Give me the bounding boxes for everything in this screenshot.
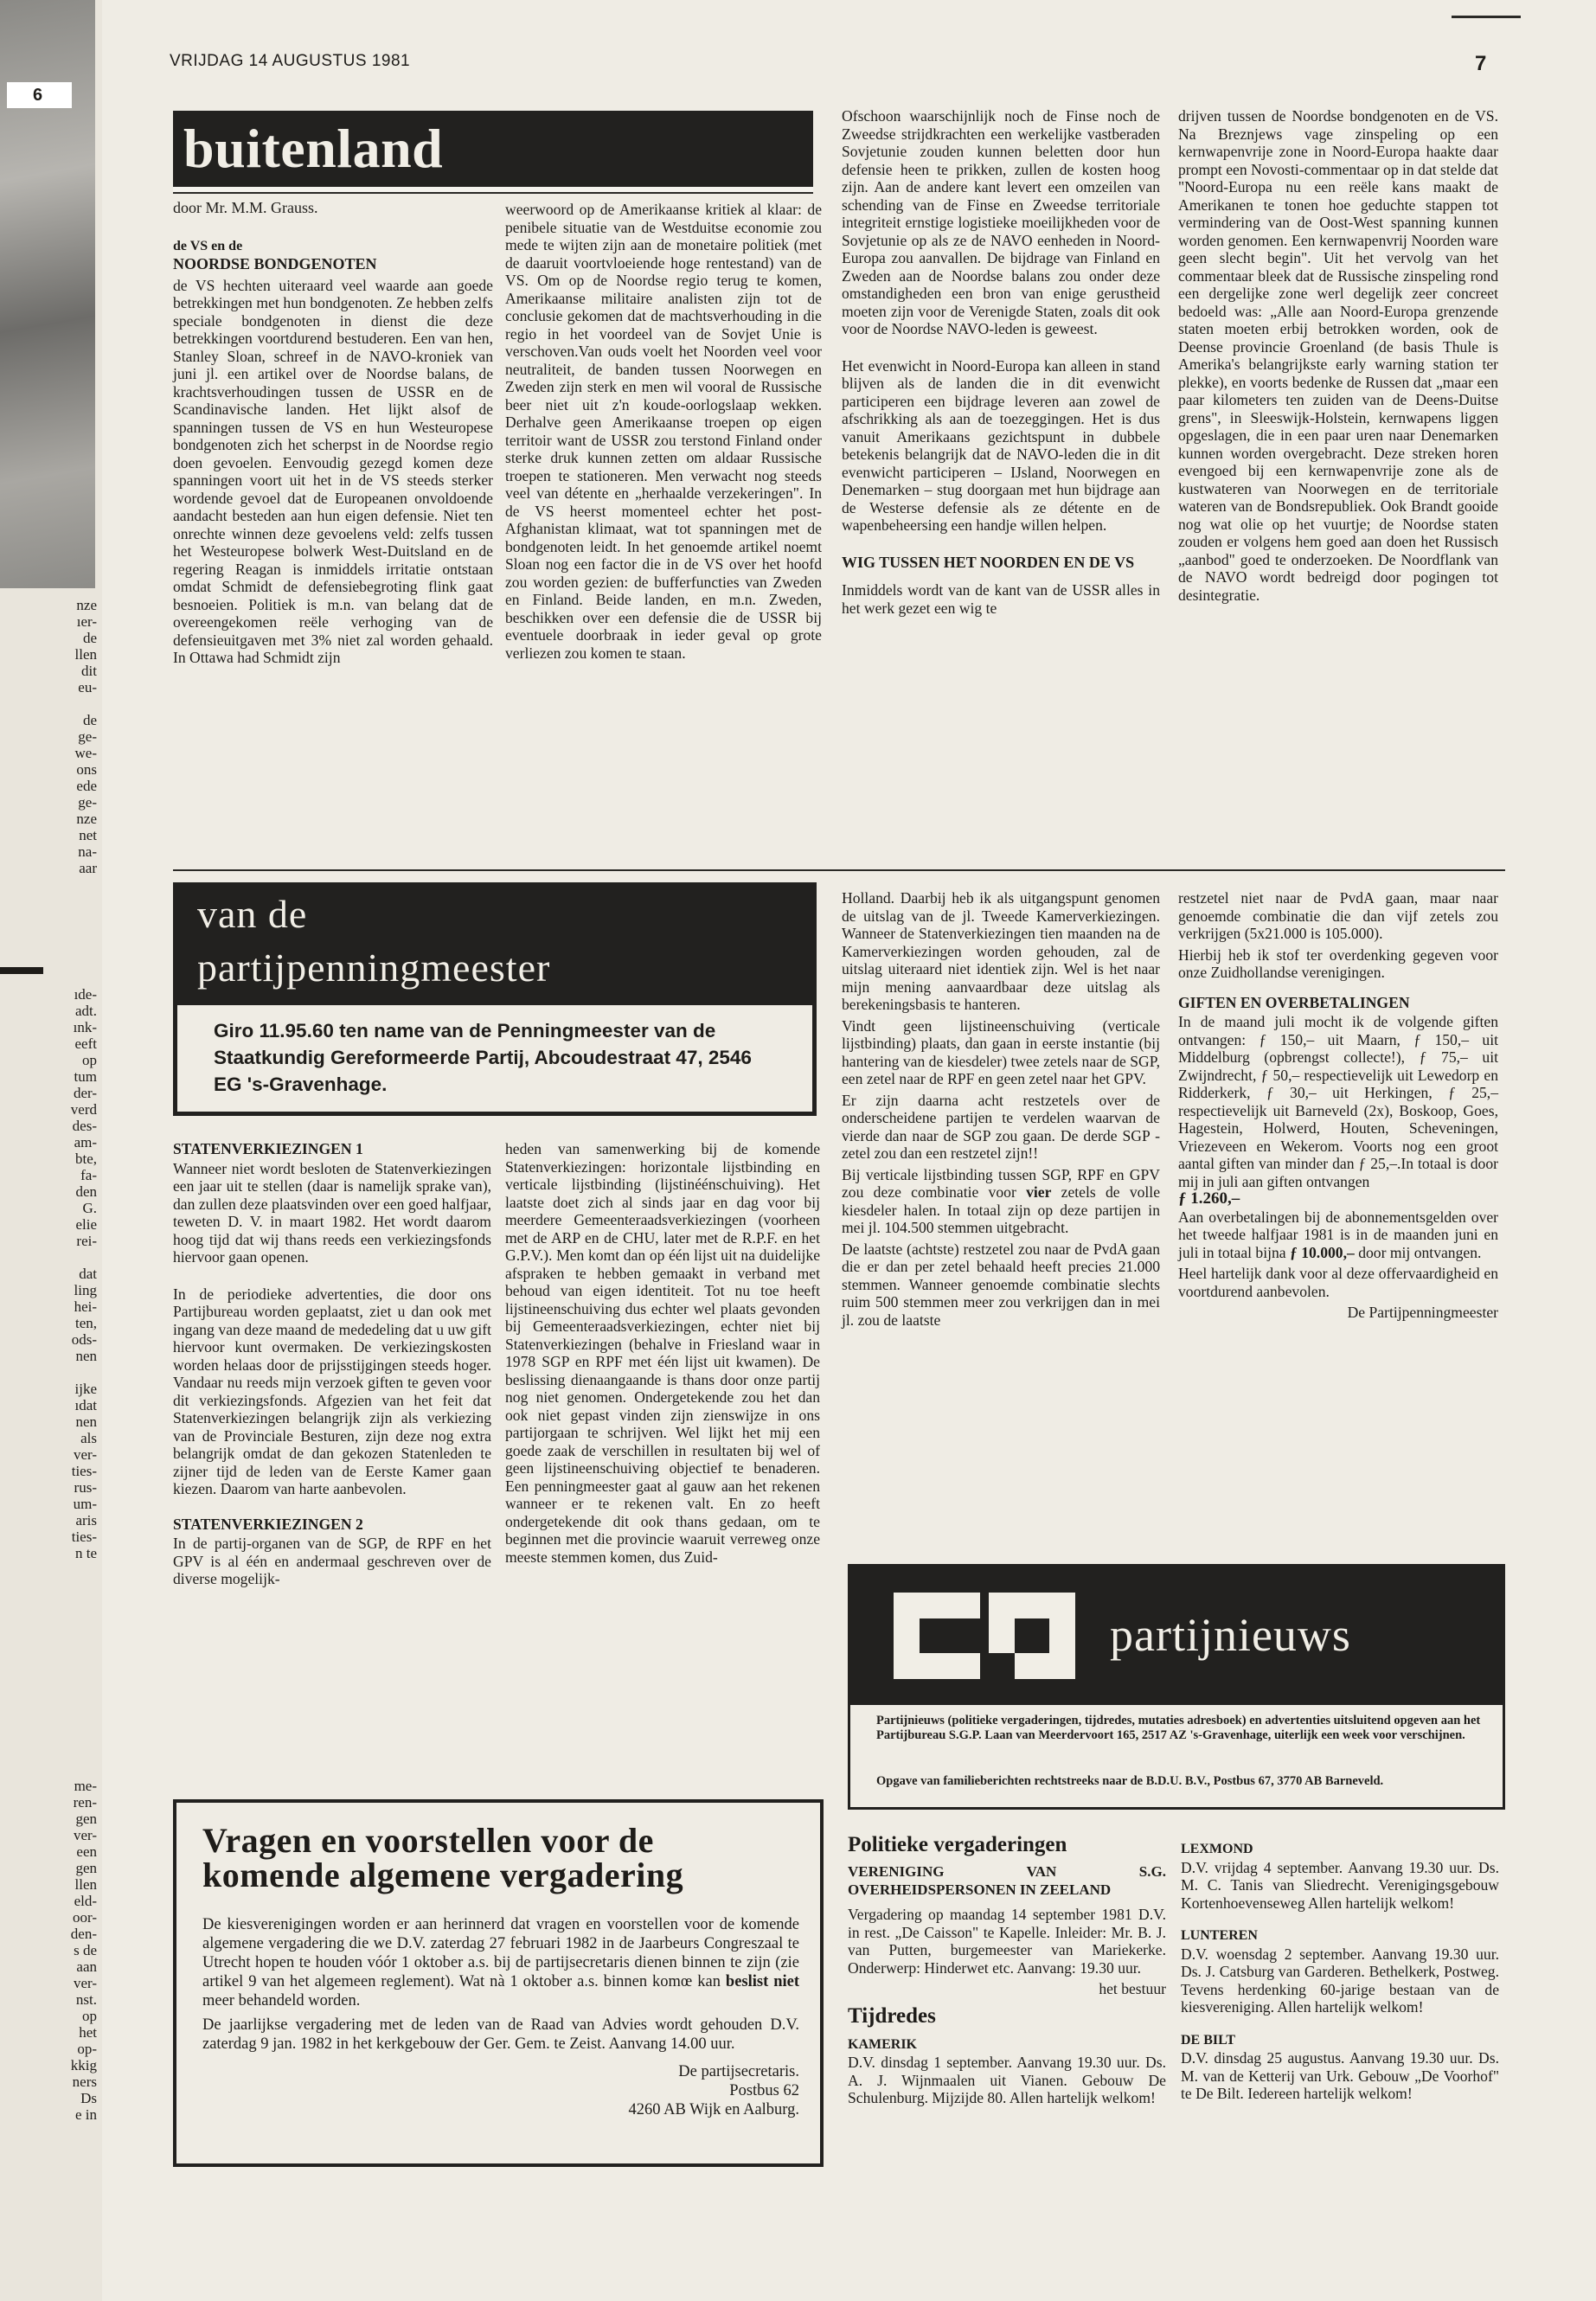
page-number: 7: [1475, 52, 1487, 75]
debilt-heading: DE BILT: [1181, 2032, 1235, 2048]
buitenland-title: buitenland: [183, 118, 444, 179]
left-page-fragments-top: nze ıer- de llen dit eu- de ge- we- ons ede ge- nze net na- aar: [74, 597, 97, 876]
vergaderingen-column-right: [1181, 1841, 1499, 2106]
buitenland-column-4: [1178, 107, 1498, 607]
buitenland-kicker: de VS en de: [173, 238, 243, 253]
buitenland-column-2: [505, 201, 822, 665]
buitenland-text-3a: Ofschoon waarschijnlijk noch de Finse noch de Zweedse strijdkrachten een werkelijke vastberaden Sovjetunie zouden kunnen beletten door hun defensie heen te prikken, zullen de kosten hoog zijn. Aan de andere kant levert een omzeilen van schending van de Finse en Zweedse territoriale integriteit ernstige logistieke moeilijkheden voor de Sovjetunie op als ze de NAVO eenheden in Noord-Europa zou aanvallen. De bijdrage van Finland en Zweden aan de Noordse balans zou onder deze omstandigheden een bron van enige gerustheid moeten zijn voor de Verenigde Staten, zoals dit ook voor de Noordse NAVO-leden is geweest.: [842, 107, 1160, 337]
penningmeester-text-4c: In de maand juli mocht ik de volgende giften ontvangen: ƒ 150,– uit Maarn, ƒ 150,– uit Middelburg (opbrengst collecte!), ƒ 75,– uit Zwijndrecht, ƒ 50,– respectievelijk uit Lewedorp en Ridderkerk, ƒ 30,– uit Herkingen, ƒ 25,– respectievelijk uit Barneveld (2x), Boskoop, Goes, Hagestein, Holwerd, Houten, Scheveningen, Vriezeveen en Wekerom. Voorts nog een groot aantal giften van minder dan ƒ 25,–.In totaal is door mij in juli aan giften ontvangen: [1178, 1013, 1498, 1190]
page-date: VRIJDAG 14 AUGUSTUS 1981: [170, 52, 411, 70]
buitenland-subheading: WIG TUSSEN HET NOORDEN EN DE VS: [842, 553, 1135, 571]
vragen-text-1: De kiesverenigingen worden er aan herinnerd dat vragen en voorstellen voor de komende algemene vergadering die we D.V. zaterdag 27 februari 1982 in de Jaarbeurs Congreszaal te Utrecht hopen te houden vóór 1 oktober a.s. bij de partijsecretaris dienen binnen te zijn (zie artikel 9 van het algemeen reglement). Wat nà 1 oktober a.s. binnen komœ kan beslist niet meer behandeld worden.: [202, 1916, 800, 2009]
vergaderingen-org: VERENIGING VAN S.G. OVERHEIDSPERSONEN IN ZEELAND: [848, 1863, 1166, 1898]
partijnieuws-banner: [850, 1567, 1503, 1705]
vergaderingen-column-left: [848, 1832, 1166, 2111]
vragen-body: [202, 1915, 799, 2119]
lexmond-heading: LEXMOND: [1181, 1842, 1253, 1856]
top-right-mark: [1452, 16, 1521, 18]
penningmeester-column-4: [1178, 889, 1498, 1322]
penningmeester-column-3: [842, 889, 1160, 1332]
sgp-logo-icon: [885, 1580, 1084, 1692]
buitenland-text-3c: Inmiddels wordt van de kant van de USSR alles in het werk gezet een wig te: [842, 581, 1160, 617]
lunteren-heading: LUNTEREN: [1181, 1928, 1258, 1943]
buitenland-text-3b: Het evenwicht in Noord-Europa kan alleen in stand blijven als de landen die in dit evenwicht participeren een bijdrage leveren aan zowel de afschrikking als aan de toezeggingen. Het is dus vanuit Amerikaans gezichtspunt in dubbele betekenis belangrijk dat de NAVO-leden die in dit evenwicht participeren – IJsland, Noorwegen en Denemarken – stug doorgaan met hun bijdrage aan de Westerse defensie als ze détente en de wapenbeheersing een handje willen helpen.: [842, 356, 1160, 534]
vragen-box: [173, 1799, 824, 2167]
buitenland-banner-rule: [173, 187, 813, 194]
debilt-text: D.V. dinsdag 25 augustus. Aanvang 19.30 uur. Ds. M. van de Ketterij van Urk. Gebouw „De Voorhof" te De Bilt. Iedereen hartelijk welkom!: [1181, 2049, 1499, 2102]
penningmeester-text-3a: Holland. Daarbij heb ik als uitgangspunt genomen de uitslag van de jl. Tweede Kamerverkiezingen. Wanneer de Statenverkiezingen tien maanden na de Kamerverkiezingen worden gehouden, zal de uitslag uiteraard niet identiek zijn. Wel is het naar mijn mening aanvaardbaar deze uitslag als berekeningsbasis te hanteren.: [842, 889, 1160, 1013]
giro-text: Giro 11.95.60 ten name van de Penningmeester van de Staatkundig Gereformeerde Partij, Abcoudestraat 47, 2546 EG 's-Gravenhage.: [214, 1020, 752, 1095]
partijnieuws-note-1: Partijnieuws (politieke vergaderingen, tijdredes, mutaties adresboek) en advertenties uitsluitend opgeven aan het Partijbureau S.G.P. Laan van Meerdervoort 165, 2517 AZ 's-Gravenhage, uiterlijk een week voor verschijnen.: [876, 1714, 1481, 1742]
left-page-edge: [0, 0, 102, 2301]
penningmeester-text-4d: Aan overbetalingen bij de abonnementsgelden over het tweede halfjaar 1981 is in de maanden juni en juli in totaal bijna ƒ 10.000,– door mij ontvangen.: [1178, 1208, 1498, 1261]
partijnieuws-title: partijnieuws: [1110, 1609, 1351, 1661]
statenverkiezingen-1-heading: STATENVERKIEZINGEN 1: [173, 1140, 363, 1157]
penningmeester-text-3d: Bij verticale lijstbinding tussen SGP, RPF en GPV zou deze combinatie voor vier zetels de volle kiesdeler halen. In totaal zijn op deze partijen in mei jl. 104.500 stemmen uitgebracht.: [842, 1165, 1160, 1236]
vragen-signature-2: Postbus 62: [729, 2082, 799, 2099]
penningmeester-title-line2: partijpenningmeester: [197, 945, 551, 990]
left-page-rule: [0, 967, 43, 974]
section-divider: [173, 869, 1505, 871]
penningmeester-column-1: [173, 1140, 491, 1592]
giro-box: [173, 1005, 817, 1116]
vergaderingen-sign: het bestuur: [1099, 1980, 1166, 1997]
penningmeester-text-2: heden van samenwerking bij de komende Statenverkiezingen: horizontale lijstbinding en verticale lijstbinding (lijstinéénschuiving). Het laatste doet zich al sinds jaar en dag voor bij meerdere Gemeenteraadsverkiezingen (voorheen met de ARP en de CHU, later met de R.P.F. en het G.P.V.). Men komt dan op één lijst uit na duidelijke afspraken te hebben gemaakt in verband met behoud van eigen identiteit. Tot nu toe heeft lijstineenschuiving dus echter wel plaats gevonden bij Gemeenteraadsverkiezingen, echter niet bij Statenverkiezingen (behalve in Friesland waar in 1978 SGP en RPF met één lijst uit kwamen). De beslissing dienaangaande is thans door onze partij nog niet genomen. Ondergetekende zou het dan ook niet gepast vinden zijn zienswijze in ons partijorgaan te schrijven. Wel lijkt het mij een goede zaak de verschillen in resultaten bij wel of geen lijstineenschuiving objectief te benaderen. Een penningmeester gaat al gauw aan het rekenen wanneer er te rekenen valt. En zo heeft ondergetekende dit ook thans gedaan, om te beginnen met die provincie waaruit verreweg onze meeste stemmen komen, dus Zuid-: [505, 1140, 820, 1566]
vergaderingen-title: Politieke vergaderingen: [848, 1833, 1067, 1856]
penningmeester-banner: [173, 882, 817, 1005]
partijnieuws-note-2: Opgave van familieberichten rechtstreeks naar de B.D.U. B.V., Postbus 67, 3770 AB Barneveld.: [876, 1774, 1384, 1788]
penningmeester-text-4e: Heel hartelijk dank voor al deze offervaardigheid en voortdurend aanbevolen.: [1178, 1265, 1498, 1300]
tijdredes-title: Tijdredes: [848, 2003, 936, 2028]
lexmond-text: D.V. vrijdag 4 september. Aanvang 19.30 uur. Ds. M. C. Tanis van Sliedrecht. Verenigingsgebouw Kortenhoevenseweg Allen hartelijk welkom!: [1181, 1858, 1499, 1912]
penningmeester-signature: De Partijpenningmeester: [1347, 1304, 1498, 1321]
buitenland-column-1: [173, 199, 493, 670]
left-page-number: 6: [7, 82, 72, 108]
buitenland-column-3: [842, 107, 1160, 620]
penningmeester-title-line1: van de: [197, 892, 308, 936]
partijnieuws-box: [848, 1564, 1505, 1810]
kamerik-heading: KAMERIK: [848, 2036, 917, 2052]
vragen-signature-1: De partijsecretaris.: [678, 2063, 799, 2080]
statenverkiezingen-2-heading: STATENVERKIEZINGEN 2: [173, 1515, 363, 1533]
penningmeester-column-2: [505, 1140, 820, 1569]
buitenland-byline: door Mr. M.M. Grauss.: [173, 199, 318, 216]
penningmeester-text-1c: In de partij-organen van de SGP, de RPF en het GPV is al één en andermaal geschreven over de diverse mogelijk-: [173, 1535, 491, 1587]
buitenland-text-2: weerwoord op de Amerikaanse kritiek al klaar: de penibele situatie van de Westduitse economie zou mede te wijten zijn aan de monetaire politiek (met de daaruit voortvloeiende hoge rentestand) van de VS. Om op de Noordse regio terug te komen, Amerikaanse militaire analisten zijn tot de conclusie gekomen dat de machtsverhouding in die regio in het voordeel van de Sovjet Unie is verschoven.Van ouds voelt het Noorden veel voor neutraliteit, de banden tussen Noorwegen en Zweden zijn sterk en men wil vooral de Russische beer niet uit z'n koude-oorlogslaap wekken. Derhalve geen Amerikaanse troepen op eigen territoir want de USSR zou terstond Finland onder sterke druk kunnen zetten om aldaar Russische troepen te stationeren. Men verwacht nog steeds veel van détente en „herhaalde verzekeringen". In de VS heerst momenteel echter het post-Afghanistan klimaat, wat tot spanningen met de bondgenoten leidt. In het genoemde artikel noemt Sloan nog een factor die in de VS over het hoofd zou worden gezien: de bufferfuncties van Zweden en Finland. Beide landen, en m.n. Zweden, beschikken over een defensie die de USSR bij eventuele doorbraak in ieder geval op grote verliezen zou komen te staan.: [505, 201, 822, 662]
penningmeester-text-1a: Wanneer niet wordt besloten de Statenverkiezingen een jaar uit te stellen (daar is namelijk sprake van), dan zullen deze plaatsvinden over een goed halfjaar, teweten D. V. in maart 1982. Het wordt daarom hoog tijd dat wij thans reeds een verkiezingsfonds hiervoor gaan openen.: [173, 1159, 491, 1266]
vergaderingen-text: Vergadering op maandag 14 september 1981 D.V. in rest. „De Caisson" te Kapelle. Inleider: Mr. B. J. van Putten, burgemeester van Mariekerke. Onderwerp: Hinderwet etc. Aanvang: 19.30 uur.: [848, 1906, 1166, 1977]
newspaper-page: [102, 0, 1596, 2301]
vragen-text-2: De jaarlijkse vergadering met de leden van de Raad van Advies wordt gehouden D.V. zaterdag 9 jan. 1982 in het kerkgebouw der Ger. Gem. te Zeist. Aanvang 14.00 uur.: [202, 2016, 799, 2053]
left-page-fragments-mid: ıde- adt. ınk- eeft op tum der- verd des- am- bte, fa- den G. elie rei- dat ling hei- ten, ods- nen ijke ıdat nen als ver- ties- rus- um- aris ties- n te: [70, 986, 97, 1561]
penningmeester-text-3e: De laatste (achtste) restzetel zou naar de PvdA gaan die er dan per zetel behaald heeft precies 21.000 stemmen. Wanneer genoemde combinatie slechts ruim 500 stemmen meer zou verkrijgen dan in mei jl. zou de laatste: [842, 1240, 1160, 1329]
buitenland-text-1: de VS hechten uiteraard veel waarde aan goede betrekkingen met hun bondgenoten. Ze hebben zelfs speciale bondgenoten in dienst die deze betrekkingen voortdurend bestuderen. Een van hen, Stanley Sloan, schreef in de NAVO-kroniek van juni jl. een artikel over de Noordse balans, de krachtsverhoudingen tussen de USSR en de Scandinavische landen. Het lijkt alsof de spanningen tussen de VS en hun Westeuropese bondgenoten zich het scherpst in de Noordse regio doen gevoelen. Eenvoudig gezegd komen deze spanningen voort uit het in de VS steeds sterker wordende gevoel dat de Europeanen onvoldoende aandacht besteden aan hun eigen defensie. Niet ten onrechte winnen deze gevoelens veld: zelfs tussen het Westeuropese bolwerk West-Duitsland en de regering Reagan is inmiddels irritatie ontstaan omdat Schmidt de defensiebegroting flink gaat besnoeien. Politiek is m.n. van belang dat de overeengekomen reële verhoging van de defensieuitgaven met 3% niet zal worden gehaald. In Ottawa had Schmidt zijn: [173, 276, 493, 666]
vragen-title: Vragen en voorstellen voor de komende algemene vergadering: [202, 1821, 684, 1894]
vragen-signature-3: 4260 AB Wijk en Aalburg.: [628, 2101, 799, 2118]
giften-heading: GIFTEN EN OVERBETALINGEN: [1178, 993, 1410, 1011]
giften-total: ƒ 1.260,–: [1178, 1189, 1240, 1208]
left-page-fragments-bottom: me- ren- gen ver- een gen llen eld- oor- den- s de aan ver- nst. op het op- kkig ners Ds e in: [70, 1778, 97, 2123]
penningmeester-text-1b: In de periodieke advertenties, die door ons Partijbureau worden geplaatst, ziet u dan ook met ingang van deze maand de mededeling dat u uw gift hiervoor kunt overmaken. De verkiezingskosten worden helaas door de prijsstijgingen steeds hoger. Vandaar nu reeds mijn verzoek giften te geven voor dit verkiezingsfonds. Afgezien van het feit dat Statenverkiezingen belangrijk zijn als verkiezing van de Provinciale Besturen, zijn deze nog extra belangrijk omdat de dan gekozen Statenleden te zijner tijd de leden van de Eerste Kamer gaan kiezen. Daarom van harte aanbevolen.: [173, 1285, 491, 1497]
buitenland-headline: NOORDSE BONDGENOTEN: [173, 255, 377, 272]
penningmeester-text-4b: Hierbij heb ik stof ter overdenking gegeven voor onze Zuidhollandse verenigingen.: [1178, 945, 1498, 981]
penningmeester-text-4a: restzetel niet naar de PvdA gaan, maar naar genoemde combinatie die dan vijf zetels zou verkrijgen (5x21.000 is 105.000).: [1178, 889, 1498, 942]
buitenland-banner: [173, 111, 813, 187]
lunteren-text: D.V. woensdag 2 september. Aanvang 19.30 uur. Ds. J. Catsburg van Garderen. Bethelkerk, Postweg. Tevens herdenking 60-jarige bestaan van de kiesvereniging. Allen hartelijk welkom!: [1181, 1945, 1499, 2016]
penningmeester-text-3c: Er zijn daarna acht restzetels over de onderscheidene partijen te verdelen waarvan de vierde dan naar de SGP zou gaan. De derde SGP - zetel zou dan een restzetel zijn!!: [842, 1091, 1160, 1162]
penningmeester-text-3b: Vindt geen lijstineenschuiving (verticale lijstbinding) plaats, dan gaan in eerste instantie (bij hantering van de kiesdeler) twee zetels naar de SGP, een zetel naar de RPF en geen zetel naar het GPV.: [842, 1016, 1160, 1087]
buitenland-text-4: drijven tussen de Noordse bondgenoten en de VS. Na Breznjews vage zinspeling op een kernwapenvrije zone in Noord-Europa haakte daar prompt een Novosti-commentaar op in dat stelde dat "Noord-Europa nu een reële kans maakt de Amerikanen te tonen hoe geduchte stappen tot vermindering van de Oost-West spanning kunnen worden genomen. Een kernwapenvrij Noorden ware geen slecht begin". Uit het vervolg van het commentaar bleek dat de Russische zinspeling rond een dergelijke zone werl degelijk zeer concreet bedoeld was: „Alle aan Noord-Europa grenzende staten moeten erbij betrokken worden, ook de Deense provincie Groenland (de basis Thule is Amerika's belangrijkste early warning station ter plekke), en voorts bedenke de Russen dat „maar een paar kilometers ten zuiden van de Deens-Duitse grens", in Sleeswijk-Holstein, kernwapens liggen opgeslagen, die in een paar uren naar Denemarken kunnen worden overgebracht. Deze streken horen evengoed bij een kernwapenvrije zone als de kustwateren van Noorwegen en de territoriale wateren van de Bondsrepubliek. Ook Brandt gooide nog wat olie op het vuurtje; de Noordse staten zouden er volgens hem goed aan doen het Russisch „aanbod" goed te onderzoeken. De Noordflank van de NAVO wordt bedreigd door pogingen tot desintegratie.: [1178, 107, 1498, 604]
kamerik-text: D.V. dinsdag 1 september. Aanvang 19.30 uur. Ds. A. J. Wijnmaalen uit Vianen. Gebouw De Schulenburg. Mijzijde 80. Allen hartelijk welkom!: [848, 2054, 1166, 2106]
